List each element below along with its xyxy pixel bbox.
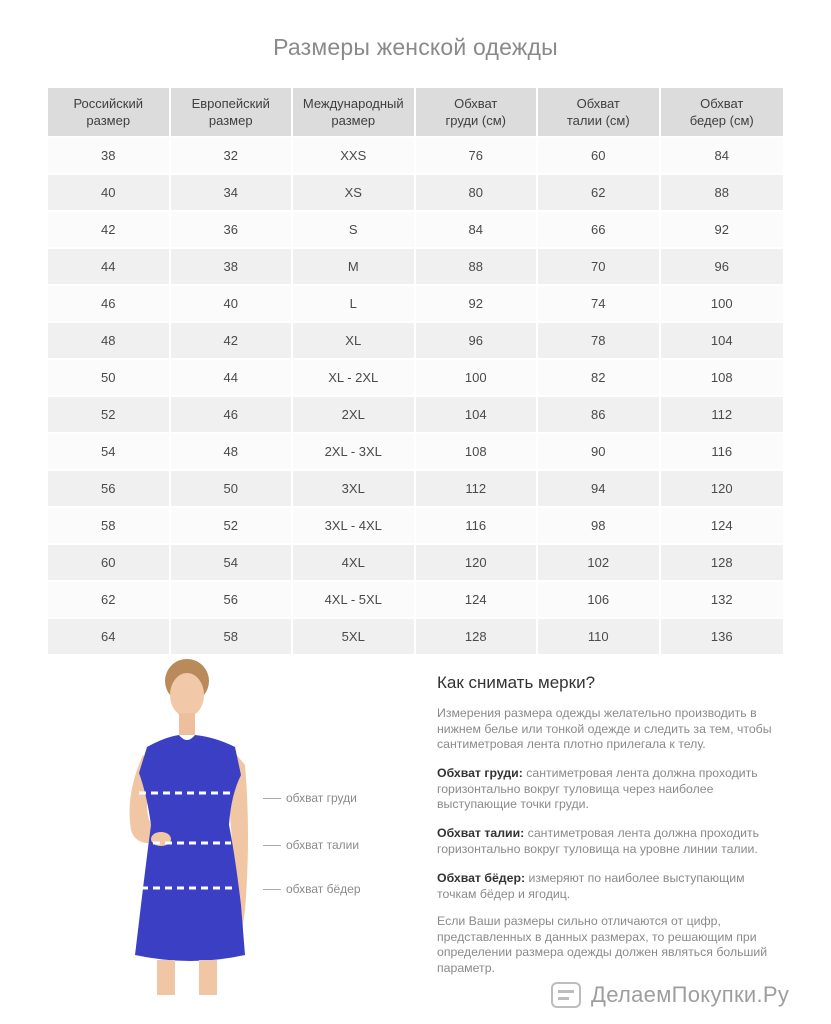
table-cell: 70 bbox=[538, 247, 661, 284]
column-header bbox=[661, 88, 784, 136]
table-cell: XS bbox=[293, 173, 416, 210]
table-cell: 74 bbox=[538, 284, 661, 321]
waist-term: Обхват талии: bbox=[437, 826, 525, 840]
table-cell: M bbox=[293, 247, 416, 284]
table-cell: 112 bbox=[416, 469, 539, 506]
table-cell: 132 bbox=[661, 580, 784, 617]
table-cell: 2XL - 3XL bbox=[293, 432, 416, 469]
size-table-header bbox=[48, 88, 783, 136]
table-cell: 136 bbox=[661, 617, 784, 654]
table-cell: 3XL bbox=[293, 469, 416, 506]
table-cell: 44 bbox=[48, 247, 171, 284]
column-header-line: Обхват bbox=[454, 96, 498, 111]
page-title: Размеры женской одежды bbox=[273, 34, 558, 60]
table-row bbox=[48, 247, 783, 284]
column-header-line: талии (см) bbox=[566, 113, 630, 128]
table-cell: XL - 2XL bbox=[293, 358, 416, 395]
column-header-line: Российский bbox=[73, 96, 144, 111]
column-header bbox=[171, 88, 294, 136]
table-cell: 4XL - 5XL bbox=[293, 580, 416, 617]
table-cell: 48 bbox=[48, 321, 171, 358]
table-cell: 88 bbox=[661, 173, 784, 210]
table-cell: 124 bbox=[416, 580, 539, 617]
hips-label: обхват бёдер bbox=[286, 882, 361, 896]
waist-pointer-line bbox=[263, 845, 281, 846]
neck-shape bbox=[179, 713, 195, 735]
right-leg-shape bbox=[199, 960, 217, 995]
table-cell: 36 bbox=[171, 210, 294, 247]
table-cell: 40 bbox=[48, 173, 171, 210]
table-cell: 120 bbox=[416, 543, 539, 580]
header-row bbox=[48, 88, 783, 136]
table-cell: 48 bbox=[171, 432, 294, 469]
size-table-body bbox=[48, 136, 783, 654]
table-cell: 108 bbox=[661, 358, 784, 395]
chest-label: обхват груди bbox=[286, 791, 357, 805]
table-cell: 128 bbox=[661, 543, 784, 580]
table-cell: 56 bbox=[48, 469, 171, 506]
table-cell: 3XL - 4XL bbox=[293, 506, 416, 543]
table-cell: 128 bbox=[416, 617, 539, 654]
table-row bbox=[48, 173, 783, 210]
column-header-line: Обхват bbox=[576, 96, 620, 111]
table-cell: 62 bbox=[538, 173, 661, 210]
table-cell: 42 bbox=[171, 321, 294, 358]
table-cell: S bbox=[293, 210, 416, 247]
table-row bbox=[48, 469, 783, 506]
howto-waist bbox=[437, 826, 787, 857]
table-cell: 108 bbox=[416, 432, 539, 469]
table-cell: XL bbox=[293, 321, 416, 358]
table-cell: XXS bbox=[293, 136, 416, 173]
table-cell: 56 bbox=[171, 580, 294, 617]
column-header-line: Обхват bbox=[700, 96, 744, 111]
table-cell: 60 bbox=[48, 543, 171, 580]
table-cell: 76 bbox=[416, 136, 539, 173]
table-cell: 104 bbox=[416, 395, 539, 432]
table-cell: 54 bbox=[48, 432, 171, 469]
table-cell: L bbox=[293, 284, 416, 321]
brand-text: ДелаемПокупки.Ру bbox=[591, 982, 790, 1007]
column-header bbox=[538, 88, 661, 136]
table-cell: 46 bbox=[48, 284, 171, 321]
column-header-line: размер bbox=[331, 113, 376, 128]
hips-description: измеряют по наиболее выступающим точкам бёдер и ягодиц. bbox=[437, 871, 745, 901]
table-cell: 88 bbox=[416, 247, 539, 284]
table-row bbox=[48, 395, 783, 432]
column-header bbox=[293, 88, 416, 136]
dress-shape bbox=[135, 735, 245, 961]
chest-description: сантиметровая лента должна проходить горизонтально вокруг туловища через наиболее выступающие точки груди. bbox=[437, 766, 758, 811]
left-leg-shape bbox=[157, 960, 175, 995]
table-cell: 38 bbox=[171, 247, 294, 284]
hips-pointer-line bbox=[263, 889, 281, 890]
table-row bbox=[48, 580, 783, 617]
table-row bbox=[48, 136, 783, 173]
table-cell: 120 bbox=[661, 469, 784, 506]
table-cell: 86 bbox=[538, 395, 661, 432]
waist-label: обхват талии bbox=[286, 838, 360, 852]
table-cell: 80 bbox=[416, 173, 539, 210]
table-cell: 52 bbox=[171, 506, 294, 543]
table-cell: 40 bbox=[171, 284, 294, 321]
document-icon bbox=[551, 982, 581, 1008]
column-header-line: размер bbox=[86, 113, 131, 128]
howto-outro: Если Ваши размеры сильно отличаются от цифр, представленных в данных размерах, то решающим при определении размера одежды должен являться больший параметр. bbox=[437, 914, 768, 975]
table-cell: 104 bbox=[661, 321, 784, 358]
table-row bbox=[48, 321, 783, 358]
table-row bbox=[48, 284, 783, 321]
column-header-line: размер bbox=[208, 113, 253, 128]
column-header-line: Европейский bbox=[191, 96, 270, 111]
table-cell: 84 bbox=[416, 210, 539, 247]
model-illustration bbox=[95, 655, 275, 995]
waist-description: сантиметровая лента должна проходить горизонтально вокруг туловища на уровне линии талии. bbox=[437, 826, 760, 856]
column-header-line: груди (см) bbox=[445, 113, 506, 128]
table-cell: 112 bbox=[661, 395, 784, 432]
table-cell: 2XL bbox=[293, 395, 416, 432]
table-cell: 42 bbox=[48, 210, 171, 247]
brand-logo[interactable] bbox=[551, 980, 789, 1010]
table-cell: 124 bbox=[661, 506, 784, 543]
table-cell: 84 bbox=[661, 136, 784, 173]
table-cell: 78 bbox=[538, 321, 661, 358]
table-cell: 50 bbox=[48, 358, 171, 395]
table-row bbox=[48, 543, 783, 580]
table-cell: 38 bbox=[48, 136, 171, 173]
table-row bbox=[48, 617, 783, 654]
table-row bbox=[48, 210, 783, 247]
column-header bbox=[416, 88, 539, 136]
table-cell: 34 bbox=[171, 173, 294, 210]
table-cell: 96 bbox=[416, 321, 539, 358]
table-cell: 4XL bbox=[293, 543, 416, 580]
table-cell: 62 bbox=[48, 580, 171, 617]
table-cell: 110 bbox=[538, 617, 661, 654]
table-cell: 52 bbox=[48, 395, 171, 432]
table-cell: 60 bbox=[538, 136, 661, 173]
table-row bbox=[48, 432, 783, 469]
chest-term: Обхват груди: bbox=[437, 766, 523, 780]
table-cell: 58 bbox=[48, 506, 171, 543]
table-cell: 64 bbox=[48, 617, 171, 654]
table-cell: 94 bbox=[538, 469, 661, 506]
table-cell: 100 bbox=[661, 284, 784, 321]
howto-hips bbox=[437, 871, 787, 902]
table-cell: 44 bbox=[171, 358, 294, 395]
model-figure bbox=[95, 655, 275, 995]
table-cell: 98 bbox=[538, 506, 661, 543]
face-shape bbox=[170, 673, 204, 717]
howto-heading: Как снимать мерки? bbox=[437, 673, 596, 692]
table-cell: 58 bbox=[171, 617, 294, 654]
table-cell: 66 bbox=[538, 210, 661, 247]
table-cell: 32 bbox=[171, 136, 294, 173]
table-cell: 100 bbox=[416, 358, 539, 395]
table-cell: 92 bbox=[661, 210, 784, 247]
column-header bbox=[48, 88, 171, 136]
howto-chest bbox=[437, 766, 787, 813]
table-cell: 46 bbox=[171, 395, 294, 432]
table-cell: 116 bbox=[661, 432, 784, 469]
table-cell: 50 bbox=[171, 469, 294, 506]
table-cell: 5XL bbox=[293, 617, 416, 654]
table-cell: 92 bbox=[416, 284, 539, 321]
table-cell: 102 bbox=[538, 543, 661, 580]
table-row bbox=[48, 358, 783, 395]
howto-intro: Измерения размера одежды желательно производить в нижнем белье или тонкой одежде и следить за тем, чтобы сантиметровая лента плотно прилегала к телу. bbox=[437, 706, 772, 751]
size-table bbox=[48, 88, 783, 654]
hips-term: Обхват бёдер: bbox=[437, 871, 526, 885]
table-row bbox=[48, 506, 783, 543]
table-cell: 116 bbox=[416, 506, 539, 543]
table-cell: 90 bbox=[538, 432, 661, 469]
table-cell: 82 bbox=[538, 358, 661, 395]
table-cell: 54 bbox=[171, 543, 294, 580]
column-header-line: Международный bbox=[302, 96, 404, 111]
chest-pointer-line bbox=[263, 798, 281, 799]
table-cell: 96 bbox=[661, 247, 784, 284]
column-header-line: бедер (см) bbox=[689, 113, 754, 128]
table-cell: 106 bbox=[538, 580, 661, 617]
